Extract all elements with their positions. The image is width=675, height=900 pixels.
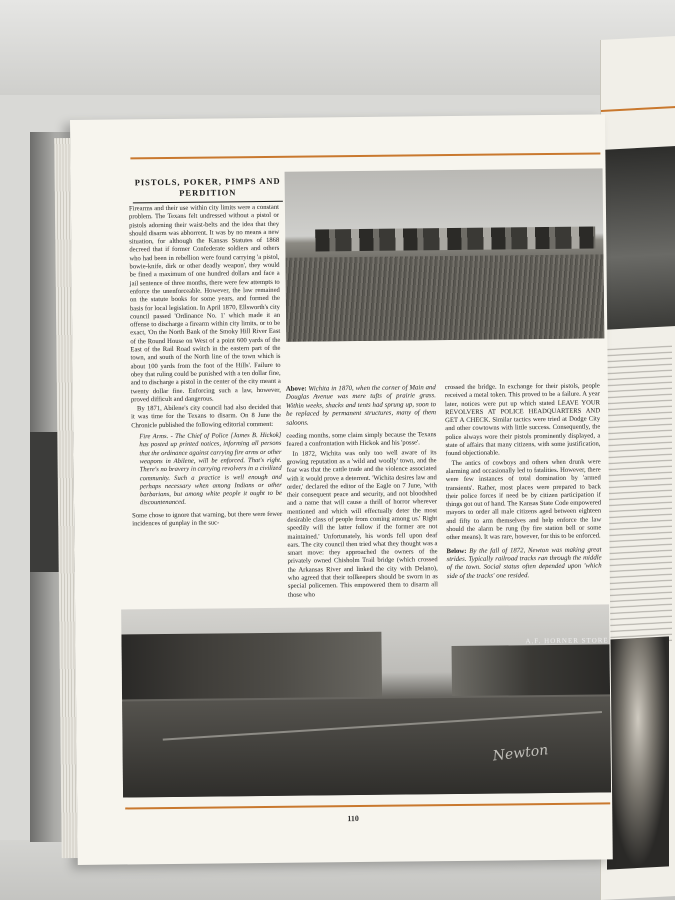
page-number: 110 xyxy=(347,814,359,824)
text-column-3 xyxy=(445,382,602,582)
paragraph: In 1872, Wichita was only too well aware of its growing reputation as a 'wild and woolly' town, and the fear was that the cattle trade and the violence associated with it would prove a deterrent. 'Wichita desires law and order,' declared the editor of the Eagle on 7 June, 'with their consequent peace and security, and not bloodshed and a name that will cause a thrill of horror wherever mentioned and which will effectually deter the most desirable class of people from coming among us.' Right speedily will the latter follow if the former are not maintained.' Unfortunately, his words fell upon deaf ears. The city council then tried what they thought was a smart move: they approached the owners of the privately owned Chisholm Trail bridge (which crossed the Arkansas River and linked the city with Delano), who agreed that their tollkeepers should be sworn in as special policemen. This empowered them to disarm all those who xyxy=(286,448,438,599)
chronicle-quote: Fire Arms. - The Chief of Police [James B. Hickok] has posted up printed notices, informing all persons that the ordinance against carrying fire arms or other weapons in Abilene, will be enforced. That's right. There's no bravery in carrying revolvers in a civilized community. Such a practice is well enough and perhaps necessary when among Indians or other barbarians, but among white people it ought to be discountenanced. xyxy=(139,431,282,507)
text-column-1 xyxy=(129,204,282,530)
paragraph: The antics of cowboys and others when drunk were alarming and occasionally led to fatalities. However, there were few instances of total domination by 'armed transients'. Rather, most places were prepared to back their police forces if need be by citizen participation if things got out of hand. The Kansas State Code empowered mayors to order all male citizens aged between eighteen and fifty to arm themselves and help enforce the law should the alarm be rung (by fire station bell or some other means). It was rare, however, for this to be enforced. xyxy=(445,458,602,542)
text-column-2 xyxy=(286,384,438,601)
caption-above-text: Wichita in 1870, when the corner of Main and Douglas Avenue was mere tufts of prairie grass. Within weeks, shacks and tents had sprung up, soon to be replaced by permanent structures, many of them saloons. xyxy=(285,384,437,427)
paragraph: Some chose to ignore that warning, but there were fewer incidences of gunplay in the suc- xyxy=(132,510,283,528)
article-title: PISTOLS, POKER, PIMPS AND PERDITION xyxy=(134,175,281,198)
prairie-grass xyxy=(285,254,604,341)
right-page-rule xyxy=(601,106,675,112)
wagon-train xyxy=(315,227,595,252)
photo-newton-1872 xyxy=(121,604,611,797)
paragraph: ceeding months, some claim simply because the Texans feared a confrontation with Hickok and his 'posse'. xyxy=(286,431,437,449)
bottom-orange-rule xyxy=(125,802,610,809)
paragraph: crossed the bridge. In exchange for their pistols, people received a metal token. This proved to be a failure. A year later, notices were put up which stated LEAVE YOUR REVOLVERS AT POLICE HEADQUARTERS AND GET A CHECK. Similar tactics were tried at Dodge City and other cowtowns with little success. Consequently, the police always wore their pistols prominently displayed, a state of affairs that many citizens, with some justification, found objectionable. xyxy=(444,382,601,458)
storefronts-right xyxy=(452,644,611,696)
caption-below-text: By the fall of 1872, Newton was making great strides. Typically railroad tracks ran through the middle of the town. Social status often depended upon 'which side of the tracks' one resided. xyxy=(446,546,602,580)
paragraph: By 1871, Abilene's city council had also decided that it was time for the Texans to disarm. On 8 June the Chronicle published the following editorial comment: xyxy=(131,403,282,430)
caption-below xyxy=(446,546,601,581)
right-page-photo-crowd xyxy=(605,146,675,330)
caption-above-label: Above: xyxy=(285,385,307,393)
photo-wichita-1870 xyxy=(285,168,605,341)
table-background-top xyxy=(0,0,675,95)
right-page-text-block xyxy=(605,341,672,645)
title-underline xyxy=(133,201,283,204)
right-page-portrait-photo xyxy=(607,636,669,869)
top-orange-rule xyxy=(130,152,600,159)
book-page xyxy=(70,114,613,865)
storefronts-left xyxy=(121,632,382,700)
caption-above xyxy=(286,384,436,428)
caption-below-label: Below: xyxy=(446,547,467,555)
handwritten-signature: Newton xyxy=(491,742,549,765)
store-sign: A.F. HORNER STORE xyxy=(525,636,609,646)
paragraph: Firearms and their use within city limits were a constant problem. The Texans felt undressed without a pistol or pistols adorning their waist-belts and the idea that they should disarm was abhorrent. It was by no means a new situation, for although the Kansas Statutes of 1868 decreed that if former Confederate soldiers and others who had been in rebellion were found carrying 'a pistol, bowie-knife, dirk or other deadly weapon', they would be fined a maximum of one hundred dollars and face a jail sentence of three months, there were few attempts to enforce the unenforceable. However, the law remained on the statute books for some years, and formed the basis for local legislation. In April 1870, Ellsworth's city council passed 'Ordinance No. 1' which made it an offense to discharge a firearm within city limits, or to be exact, 'On the North Bank of the Smoky Hill River East of the Round House on West of a point 600 yards of the East of the Rail Road switch in the eastern part of the town, and south of the North line of the town which is about 100 yards from the foot of the Hills'. Failure to obey that ruling could be punished with a ten dollar fine, and to discharge a pistol in the center of the city meant a twenty dollar fine. Enforcing such a law, however, proved difficult and dangerous. xyxy=(128,203,281,404)
